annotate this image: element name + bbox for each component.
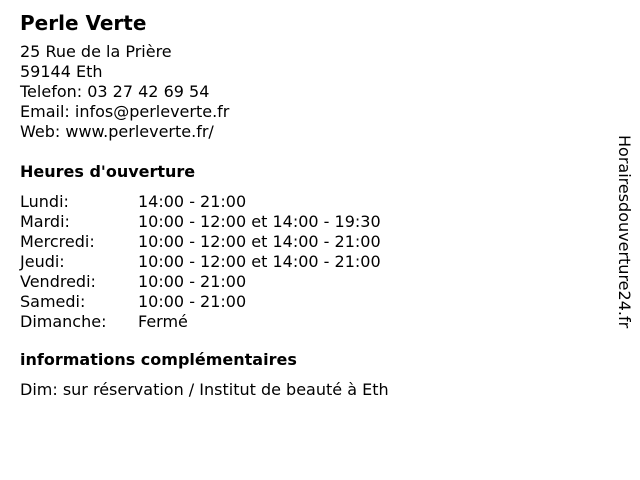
hours-day: Vendredi: [20,272,96,291]
hours-row-thursday [20,252,580,272]
hours-time: 14:00 - 21:00 [138,192,247,211]
address-block [20,42,580,142]
hours-time: 10:00 - 12:00 et 14:00 - 19:30 [138,212,381,231]
business-card [20,10,580,400]
hours-day: Mercredi: [20,232,95,251]
hours-row-friday [20,272,580,292]
web-line: Web: www.perleverte.fr/ [20,122,214,141]
hours-time: 10:00 - 12:00 et 14:00 - 21:00 [138,252,381,271]
hours-day: Lundi: [20,192,69,211]
hours-row-saturday [20,292,580,312]
phone-line: Telefon: 03 27 42 69 54 [20,82,210,101]
additional-info-heading: informations complémentaires [20,350,297,369]
hours-day: Dimanche: [20,312,107,331]
hours-row-tuesday [20,212,580,232]
hours-time: 10:00 - 21:00 [138,292,247,311]
hours-row-monday [20,192,580,212]
hours-time: Fermé [138,312,188,331]
hours-day: Jeudi: [20,252,65,271]
opening-hours-heading: Heures d'ouverture [20,162,196,181]
address-city: 59144 Eth [20,62,103,81]
site-brand-label: Horairesdouverture24.fr [615,135,634,329]
hours-day: Mardi: [20,212,70,231]
hours-row-sunday [20,312,580,332]
hours-time: 10:00 - 12:00 et 14:00 - 21:00 [138,232,381,251]
business-name: Perle Verte [20,11,147,35]
additional-info-text: Dim: sur réservation / Institut de beauté à Eth [20,380,389,399]
address-street: 25 Rue de la Prière [20,42,172,61]
email-line: Email: infos@perleverte.fr [20,102,230,121]
opening-hours-table [20,192,580,332]
hours-row-wednesday [20,232,580,252]
hours-time: 10:00 - 21:00 [138,272,247,291]
hours-day: Samedi: [20,292,86,311]
